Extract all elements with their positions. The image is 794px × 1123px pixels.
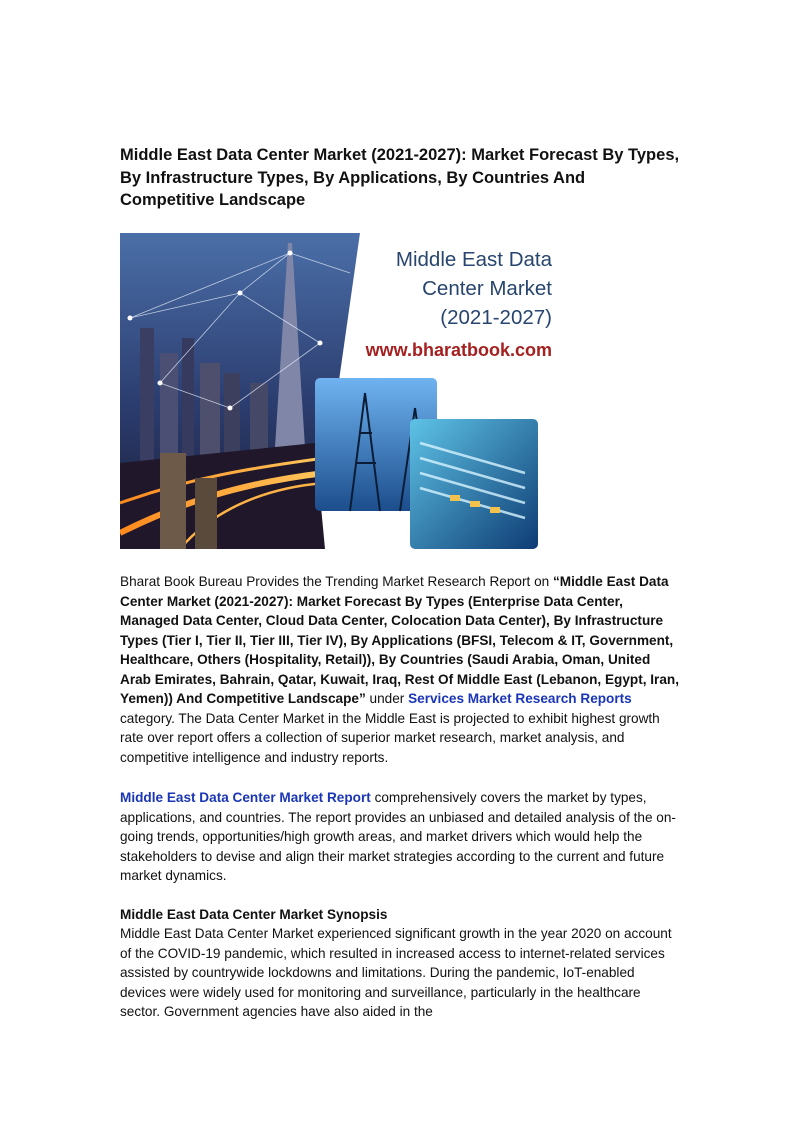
services-market-research-link[interactable]: Services Market Research Reports (408, 691, 632, 706)
banner-line-1: Middle East Data (395, 248, 552, 271)
banner-url: www.bharatbook.com (365, 340, 552, 360)
intro-report-title: “Middle East Data Center Market (2021-2027): Market Forecast By Types (Enterprise Data Center, Managed Data Center, Cloud Data Center, Colocation Data Center), By Infrastructure Types (Tier I, Tier II, Tier III, Tier IV), By Applications (BFSI, Telecom & IT, Government, Healthcare, Others (Hospitality, Retail)), By Countries (Saudi Arabia, Oman, United Arab Emirates, Bahrain, Qatar, Kuwait, Iraq, Rest Of Middle East (Lebanon, Egypt, Iran, Yemen)) And Competitive Landscape” (120, 574, 679, 706)
market-report-link[interactable]: Middle East Data Center Market Report (120, 790, 371, 805)
synopsis-heading: Middle East Data Center Market Synopsis (120, 907, 388, 922)
coverage-paragraph (120, 788, 680, 886)
intro-paragraph (120, 572, 680, 767)
banner-line-2: Center Market (422, 277, 552, 300)
coverage-text: comprehensively covers the market by types, applications, and countries. The report provides an unbiased and detailed analysis of the on-going trends, opportunities/high growth areas, and market drivers which would help the stakeholders to devise and align their market strategies according to the current and future market dynamics. (120, 790, 676, 883)
banner-caption (366, 245, 552, 365)
banner-line-3: (2021-2027) (440, 306, 552, 329)
report-banner-image (120, 233, 570, 549)
intro-lead: Bharat Book Bureau Provides the Trending Market Research Report on (120, 574, 553, 589)
intro-under: under (365, 691, 409, 706)
intro-rest: category. The Data Center Market in the Middle East is projected to exhibit highest growth rate over report offers a collection of superior market research, market analysis, and competitive intelligence and industry reports. (120, 710, 660, 765)
synopsis-paragraph: Middle East Data Center Market experienced significant growth in the year 2020 on account of the COVID-19 pandemic, which resulted in increased access to internet-related services assisted by countrywide lockdowns and limitations. During the pandemic, IoT-enabled devices were widely used for monitoring and surveillance, particularly in the healthcare sector. Government agencies have also aided in the (120, 926, 672, 1019)
document-title: Middle East Data Center Market (2021-2027): Market Forecast By Types, By Infrastructure Types, By Applications, By Countries And Competitive Landscape (120, 146, 680, 209)
